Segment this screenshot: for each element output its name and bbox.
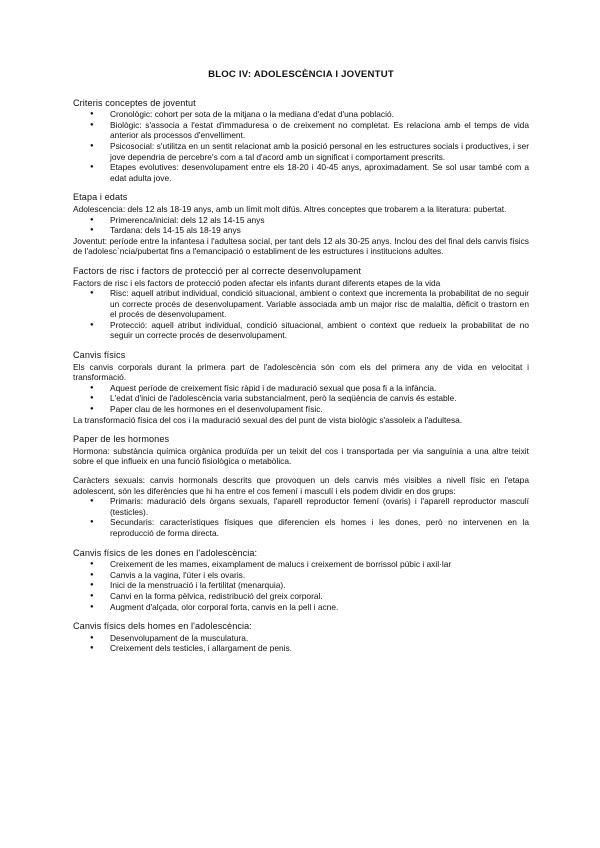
section-canvis-fisics	[73, 350, 529, 425]
section-canvis-dones	[73, 548, 529, 613]
list-item: ● Paper clau de les hormones en el desenvolupament físic.	[110, 404, 529, 415]
list-item: ● Desenvolupament de la musculatura.	[110, 633, 529, 644]
paragraph: La transformació física del cos i la maduració sexual des del punt de vista biològic s'assoleix a l'adultesa.	[73, 414, 463, 425]
section-etapa-edats	[73, 192, 529, 257]
list-item: ● Tardana: dels 14-15 als 18-19 anys	[110, 225, 529, 236]
list-item: ● Risc: aquell atribut individual, condició situacional, ambient o context que incrementa la probabilitat de no seguir un correcte procés de desenvolupament. Variable associada amb un major risc de malaltia, dèficit o trastorn en el procés de desenvolupament.	[110, 288, 529, 320]
list-item: ● Etapes evolutives: desenvolupament entre els 18-20 i 40-45 anys, aproximadament. Se sol usar també com a edat adulta jove.	[110, 162, 529, 183]
list-item: ● Secundaris: característiques físiques que diferencien els homes i les dones, però no intervenen en la reproducció de forma directa.	[110, 517, 529, 538]
bullet-list	[73, 633, 529, 654]
section-heading: Canvis físics dels homes en l'adolescència:	[73, 621, 252, 632]
bullet-list	[73, 496, 529, 538]
section-heading: Canvis físics de les dones en l'adolescència:	[73, 547, 258, 558]
document-title: BLOC IV: ADOLESCÈNCIA I JOVENTUT	[208, 69, 394, 80]
list-item: ● L'edat d'inici de l'adolescència varia substancialment, però la seqüència de canvis és estable.	[110, 393, 529, 404]
list-item: ● Biològic: s'associa a l'estat d'immaduresa o de creixement no completat. Es relaciona amb el temps de vida anterior als processos d'envelliment.	[110, 120, 529, 141]
paragraph: Els canvis corporals durant la primera part de l'adolescència són com els del primera any de vida en velocitat i transformació.	[73, 361, 529, 383]
section-heading: Factors de risc i factors de protecció per al correcte desenvolupament	[73, 265, 362, 276]
paragraph: Adolescencia: dels 12 als 18-19 anys, amb un límit molt difús. Altres conceptes que trobarem a la literatura: pubertat.	[73, 203, 507, 214]
list-item: ● Primaris: maduració dels òrgans sexuals, l'aparell reproductor femení (ovaris) i l'aparell reproductor masculí (testicles).	[110, 496, 529, 517]
section-factors-risc	[73, 266, 529, 341]
list-item: ● Protecció: aquell atribut individual, condició situacional, ambient o context que redueix la probabilitat de no seguir un correcte procés de desenvolupament.	[110, 320, 529, 341]
list-item: ● Cronològic: cohort per sota de la mitjana o la mediana d'edat d'una població.	[110, 109, 529, 120]
section-heading: Criteris conceptes de joventut	[73, 97, 196, 108]
bullet-list	[73, 383, 529, 415]
bullet-list	[73, 288, 529, 341]
paragraph: Joventut: període entre la infantesa i l'adultesa social, per tant dels 12 als 30-25 anys. Inclou des del final dels canvis físics de l'adolesc`ncia/pubertat fins a l'emancipació o establiment de les estructures i institucions adultes.	[73, 235, 529, 257]
section-canvis-homes	[73, 621, 529, 654]
list-item: ● Primerenca/inicial: dels 12 als 14-15 anys	[110, 215, 529, 226]
paragraph: Hormona: substància química orgànica produïda per un teixit del cos i transportada per via sanguínia a una altre teixit sobre el que influeix en una funció fisiològica o metabòlica.	[73, 445, 529, 467]
bullet-list	[73, 559, 529, 612]
list-item: ● Inici de la menstruació i la fertilitat (menarquia).	[110, 580, 529, 591]
list-item: ● Creixement dels testicles, i allargament de penis.	[110, 643, 529, 654]
document-page	[73, 70, 529, 654]
section-heading: Paper de les hormones	[73, 434, 170, 445]
section-heading: Etapa i edats	[73, 192, 128, 203]
list-item: ● Aquest període de creixement físic ràpid i de maduració sexual que posa fi a la infància.	[110, 383, 529, 394]
bullet-list	[73, 215, 529, 236]
section-criteris-joventut	[73, 98, 529, 184]
paragraph: Caràcters sexuals: canvis hormonals descrits que provoquen un dels canvis més visibles a nivell físic en l'etapa adolescent, són les diferències que hi ha entre el cos femení i masculí i els podem dividir en dos grups:	[73, 475, 529, 496]
list-item: ● Canvi en la forma pèlvica, redistribució del greix corporal.	[110, 591, 529, 602]
list-item: ● Augment d'alçada, olor corporal forta, canvis en la pell i acne.	[110, 602, 529, 613]
bullet-list	[73, 109, 529, 183]
list-item: ● Psicosocial: s'utilitza en un sentit relacionat amb la posició personal en les estructures socials i productives, i ser jove dependria de percebre's com a tal d'acord amb un significat i comportament prescrits.	[110, 141, 529, 162]
list-item: ● Canvis a la vagina, l'úter i els ovaris.	[110, 570, 529, 581]
section-paper-hormones	[73, 434, 529, 538]
section-heading: Canvis físics	[73, 350, 126, 361]
list-item: ● Creixement de les mames, eixamplament de malucs i creixement de borrissol púbic i axil·lar	[110, 559, 529, 570]
paragraph: Factors de risc i els factors de protecció poden afectar els infants durant diferents etapes de la vida	[73, 277, 441, 288]
